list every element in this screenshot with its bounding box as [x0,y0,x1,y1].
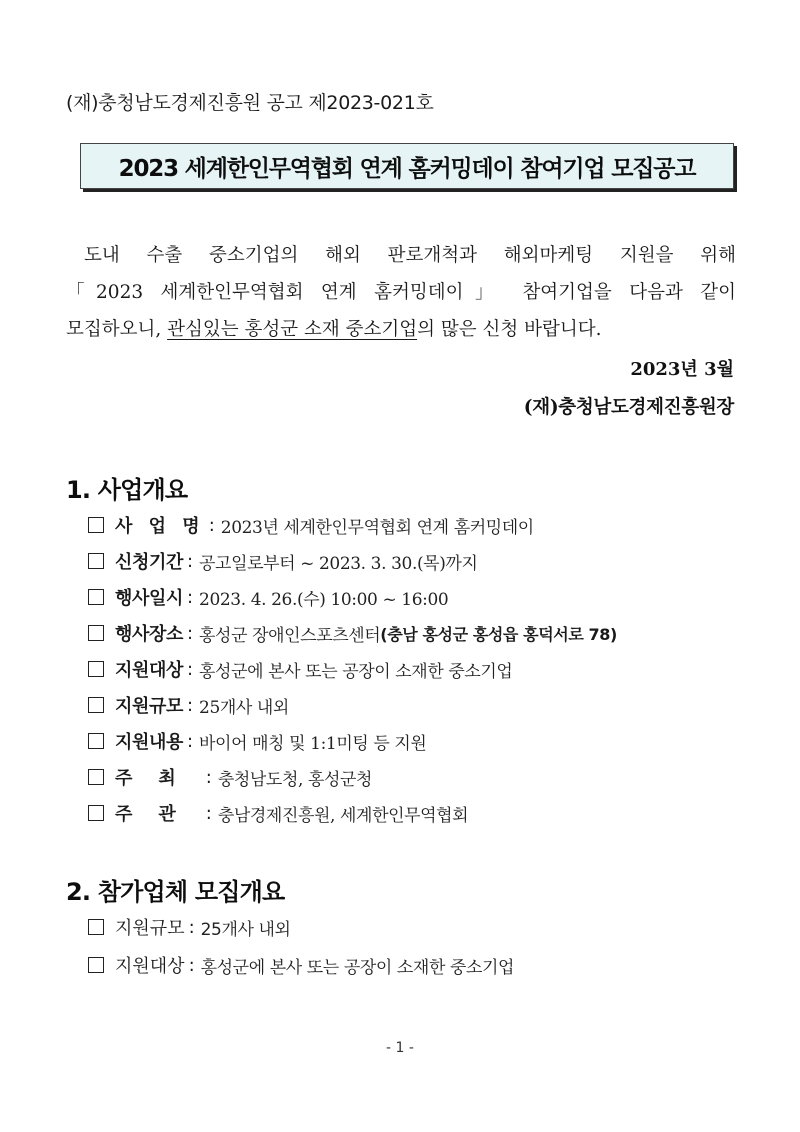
overview-item-support-content [88,728,426,754]
item-value: 홍성군에 본사 또는 공장이 소재한 중소기업 [199,661,513,682]
overview-item-organizer [88,800,468,826]
intro-line-1: 도내 수출 중소기업의 해외 판로개척과 해외마케팅 지원을 위해 [84,245,736,266]
item-label: 사 업 명 [115,516,205,537]
colon: : [208,514,215,536]
checkbox-icon [88,697,104,713]
item-label: 주최 [115,768,202,789]
item-label: 지원대상 [115,956,185,977]
intro-line-3-pre: 모집하오니, [66,319,168,340]
document-title: 2023 세계한인무역협회 연계 홈커밍데이 참여기업 모집공고 [118,155,696,182]
item-label: 행사일시 [115,588,183,609]
checkbox-icon [88,553,104,569]
intro-line-3-post: 의 많은 신청 바랍니다. [417,319,602,340]
item-value: 충청남도청, 홍성군청 [217,769,373,790]
item-label: 신청기간 [115,552,183,573]
colon: : [186,694,194,716]
item-value: 공고일로부터 ~ 2023. 3. 30.(목)까지 [199,553,478,574]
overview-item-scale [88,692,289,718]
checkbox-icon [88,517,104,533]
colon: : [186,658,194,680]
item-value: 충남경제진흥원, 세계한인무역협회 [217,805,469,826]
colon: : [186,550,194,572]
overview-item-host [88,764,372,790]
title-box [80,143,734,189]
colon: : [188,954,195,976]
intro-paragraph [66,237,736,348]
item-value: 홍성군 장애인스포츠센터 [199,625,381,646]
item-value: 25개사 내외 [200,919,291,940]
intro-line-3 [66,311,736,348]
overview-item-event-datetime [88,584,448,610]
venue-address: (충남 홍성군 홍성읍 홍덕서로 78) [380,624,617,644]
overview-item-application-period [88,548,477,574]
item-label: 행사장소 [115,624,183,645]
colon: : [186,586,194,608]
recruit-item-scale [88,914,291,940]
checkbox-icon [88,769,104,785]
item-label: 지원대상 [115,660,183,681]
item-value: 2023. 4. 26.(수) 10:00 ~ 16:00 [199,589,449,610]
colon: : [186,730,194,752]
recruit-item-eligibility [88,952,514,978]
item-label: 지원내용 [115,732,183,753]
section-1-heading: 1. 사업개요 [66,476,188,504]
checkbox-icon [88,733,104,749]
page-number: - 1 - [386,1040,414,1056]
checkbox-icon [88,661,104,677]
intro-highlight: 관심있는 홍성군 소재 중소기업 [167,319,418,340]
overview-item-eligibility [88,656,512,682]
section-2-heading: 2. 참가업체 모집개요 [66,878,285,906]
checkbox-icon [88,957,104,973]
overview-item-project-name [88,512,534,538]
signer: (재)충청남도경제진흥원장 [523,397,734,418]
item-value: 2023년 세계한인무역협회 연계 홈커밍데이 [220,517,534,538]
item-value: 바이어 매칭 및 1:1미팅 등 지원 [199,733,427,754]
checkbox-icon [88,589,104,605]
checkbox-icon [88,919,104,935]
checkbox-icon [88,805,104,821]
checkbox-icon [88,625,104,641]
colon: : [188,916,195,938]
overview-item-venue [88,620,617,646]
notice-date: 2023년 3월 [630,359,734,380]
notice-number: (재)충청남도경제진흥원 공고 제2023-021호 [66,92,434,114]
item-value: 25개사 내외 [199,697,289,718]
item-value: 홍성군에 본사 또는 공장이 소재한 중소기업 [200,957,515,978]
item-label: 지원규모 [115,918,185,939]
item-label: 지원규모 [115,696,183,717]
colon: : [205,802,212,824]
colon: : [186,622,194,644]
colon: : [205,766,212,788]
intro-line-2: 「2023 세계한인무역협회 연계 홈커밍데이」 참여기업을 다음과 같이 [66,282,736,303]
item-label: 주관 [115,804,202,825]
